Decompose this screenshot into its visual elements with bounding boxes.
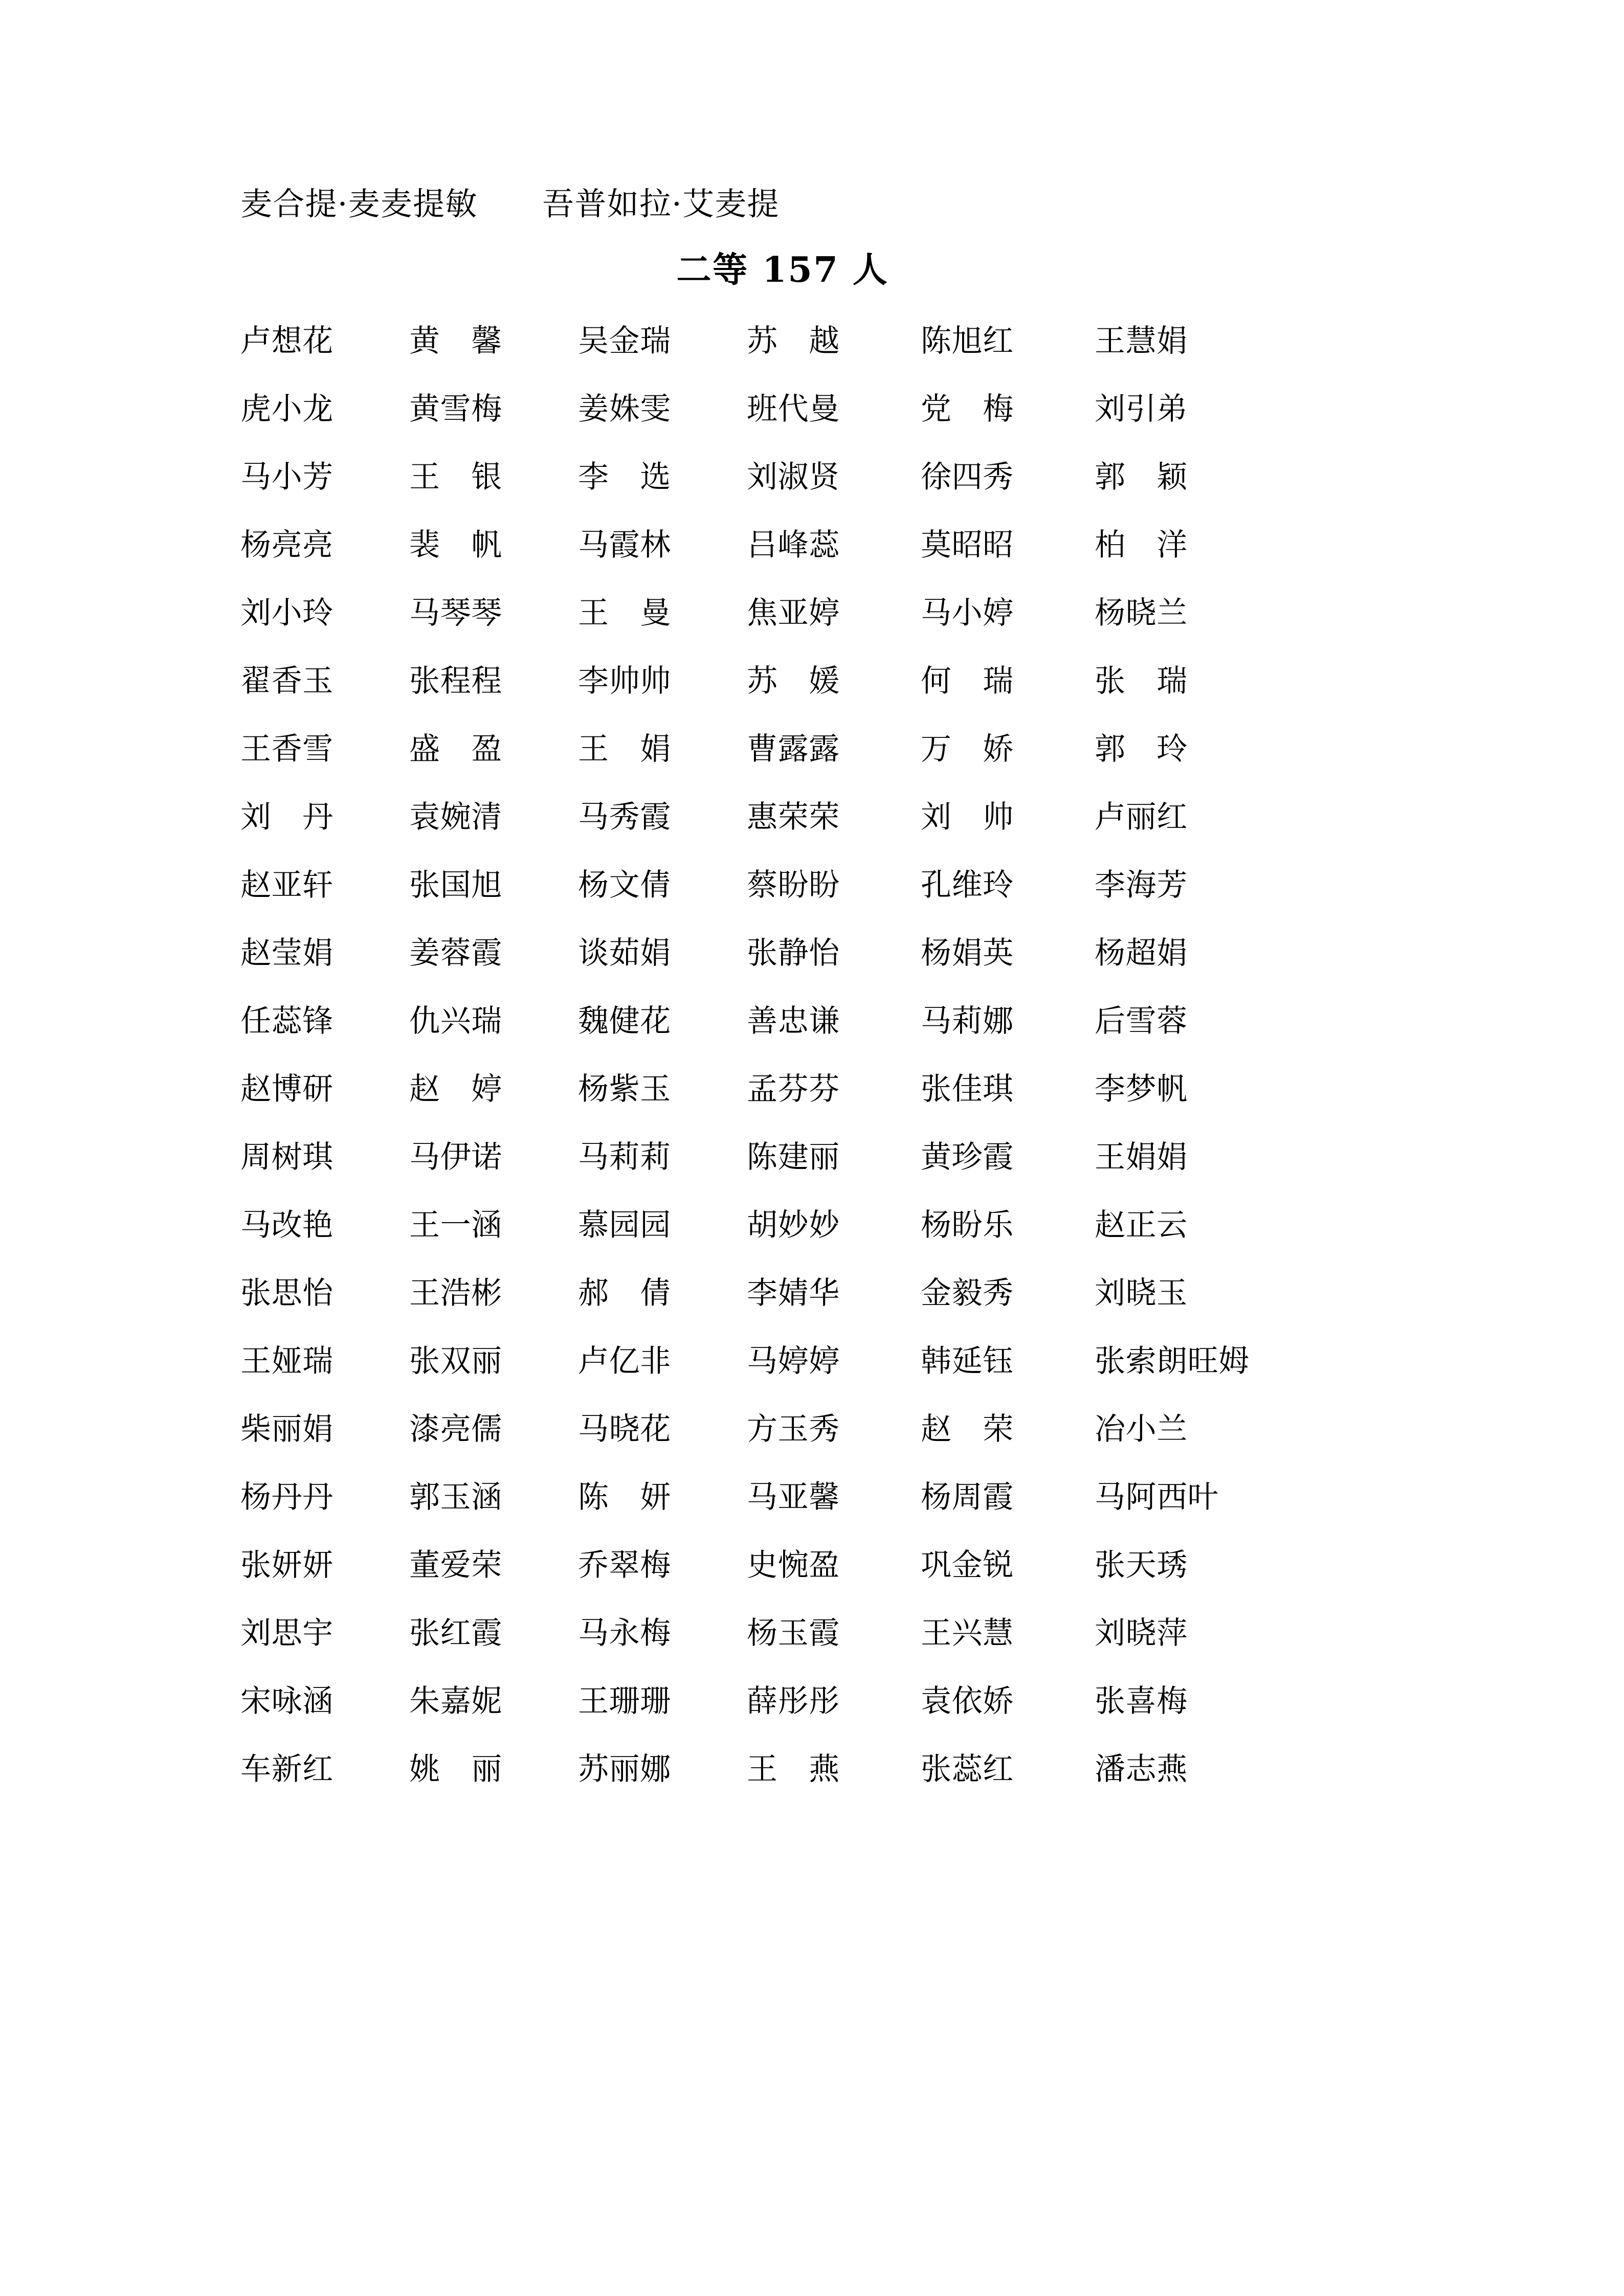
name-cell: 苏 媛 (747, 663, 840, 699)
name-cell: 盛 盈 (409, 731, 502, 767)
table-row (240, 1668, 1315, 1736)
names-table (240, 307, 1315, 1804)
name-cell: 卢丽红 (1095, 799, 1188, 835)
name-cell: 马莉娜 (921, 1003, 1014, 1039)
name-cell: 任蕊锋 (240, 1003, 333, 1039)
table-row (240, 579, 1315, 647)
name-cell: 陈 妍 (578, 1479, 671, 1515)
name-cell: 黄珍霞 (921, 1139, 1014, 1175)
name-cell: 孟芬芬 (747, 1071, 840, 1107)
name-cell: 郭 颖 (1095, 459, 1188, 495)
name-cell: 张天琇 (1095, 1547, 1188, 1583)
name-cell: 李 选 (578, 459, 671, 495)
table-row (240, 1395, 1315, 1464)
name-cell: 王 燕 (747, 1751, 840, 1787)
name-cell: 马莉莉 (578, 1139, 671, 1175)
name-cell: 赵博研 (240, 1071, 333, 1107)
name-cell: 张喜梅 (1095, 1683, 1188, 1719)
name-cell: 莫昭昭 (921, 527, 1014, 563)
name-cell: 苏丽娜 (578, 1751, 671, 1787)
name-cell: 马秀霞 (578, 799, 671, 835)
name-cell: 刘小玲 (240, 595, 333, 631)
table-row (240, 647, 1315, 715)
name-cell: 张红霞 (409, 1615, 502, 1651)
header-names-line: 麦合提·麦麦提敏 吾普如拉·艾麦提 (240, 185, 780, 222)
name-cell: 王娟娟 (1095, 1139, 1188, 1175)
name-cell: 张思怡 (240, 1275, 333, 1311)
name-cell: 王珊珊 (578, 1683, 671, 1719)
name-cell: 虎小龙 (240, 391, 333, 427)
name-cell: 刘 丹 (240, 799, 333, 835)
name-cell: 杨超娟 (1095, 935, 1188, 971)
table-row (240, 1191, 1315, 1259)
name-cell: 裴 帆 (409, 527, 502, 563)
name-cell: 张蕊红 (921, 1751, 1014, 1787)
name-cell: 王娅瑞 (240, 1343, 333, 1379)
name-cell: 杨亮亮 (240, 527, 333, 563)
name-cell: 冶小兰 (1095, 1411, 1188, 1447)
name-cell: 姜蓉霞 (409, 935, 502, 971)
name-cell: 王 曼 (578, 595, 671, 631)
name-cell: 王 银 (409, 459, 502, 495)
name-cell: 史惋盈 (747, 1547, 840, 1583)
name-cell: 张佳琪 (921, 1071, 1014, 1107)
name-cell: 李海芳 (1095, 867, 1188, 903)
name-cell: 李帅帅 (578, 663, 671, 699)
table-row (240, 783, 1315, 851)
name-cell: 张妍妍 (240, 1547, 333, 1583)
name-cell: 刘思宇 (240, 1615, 333, 1651)
name-cell: 黄雪梅 (409, 391, 502, 427)
name-cell: 后雪蓉 (1095, 1003, 1188, 1039)
name-cell: 姜姝雯 (578, 391, 671, 427)
name-cell: 金毅秀 (921, 1275, 1014, 1311)
table-row (240, 1736, 1315, 1804)
name-cell: 慕园园 (578, 1207, 671, 1243)
name-cell: 赵莹娟 (240, 935, 333, 971)
name-cell: 刘晓玉 (1095, 1275, 1188, 1311)
name-cell: 马小芳 (240, 459, 333, 495)
name-cell: 柏 洋 (1095, 527, 1188, 563)
name-cell: 张国旭 (409, 867, 502, 903)
name-cell: 车新红 (240, 1751, 333, 1787)
name-cell: 徐四秀 (921, 459, 1014, 495)
name-cell: 刘 帅 (921, 799, 1014, 835)
name-cell: 董爱荣 (409, 1547, 502, 1583)
name-cell: 李梦帆 (1095, 1071, 1188, 1107)
name-cell: 胡妙妙 (747, 1207, 840, 1243)
name-cell: 柴丽娟 (240, 1411, 333, 1447)
names-table-body (240, 307, 1315, 1804)
name-cell: 姚 丽 (409, 1751, 502, 1787)
name-cell: 党 梅 (921, 391, 1014, 427)
table-row (240, 1532, 1315, 1600)
name-cell: 潘志燕 (1095, 1751, 1188, 1787)
table-row (240, 511, 1315, 579)
name-cell: 陈建丽 (747, 1139, 840, 1175)
name-cell: 李婧华 (747, 1275, 840, 1311)
name-cell: 乔翠梅 (578, 1547, 671, 1583)
table-row (240, 919, 1315, 987)
name-cell: 漆亮儒 (409, 1411, 502, 1447)
name-cell: 马阿西叶 (1095, 1479, 1219, 1515)
name-cell: 张程程 (409, 663, 502, 699)
name-cell: 焦亚婷 (747, 595, 840, 631)
table-row (240, 987, 1315, 1055)
name-cell: 薛彤彤 (747, 1683, 840, 1719)
name-cell: 吕峰蕊 (747, 527, 840, 563)
table-row (240, 1259, 1315, 1327)
table-row (240, 443, 1315, 511)
name-cell: 班代曼 (747, 391, 840, 427)
name-cell: 马霞林 (578, 527, 671, 563)
name-cell: 马永梅 (578, 1615, 671, 1651)
name-cell: 王 娟 (578, 731, 671, 767)
name-cell: 王一涵 (409, 1207, 502, 1243)
name-cell: 宋咏涵 (240, 1683, 333, 1719)
name-cell: 杨盼乐 (921, 1207, 1014, 1243)
name-cell: 袁依娇 (921, 1683, 1014, 1719)
name-cell: 惠荣荣 (747, 799, 840, 835)
name-cell: 卢想花 (240, 323, 333, 359)
name-cell: 刘晓萍 (1095, 1615, 1188, 1651)
name-cell: 谈茹娟 (578, 935, 671, 971)
name-cell: 郭 玲 (1095, 731, 1188, 767)
name-cell: 张索朗旺姆 (1095, 1343, 1250, 1379)
name-cell: 张静怡 (747, 935, 840, 971)
table-row (240, 1464, 1315, 1532)
name-cell: 郝 倩 (578, 1275, 671, 1311)
name-cell: 马亚馨 (747, 1479, 840, 1515)
name-cell: 张双丽 (409, 1343, 502, 1379)
name-cell: 苏 越 (747, 323, 840, 359)
name-cell: 刘引弟 (1095, 391, 1188, 427)
name-cell: 刘淑贤 (747, 459, 840, 495)
name-cell: 孔维玲 (921, 867, 1014, 903)
table-row (240, 851, 1315, 919)
name-cell: 袁婉清 (409, 799, 502, 835)
name-cell: 马伊诺 (409, 1139, 502, 1175)
name-cell: 黄 馨 (409, 323, 502, 359)
name-cell: 仇兴瑞 (409, 1003, 502, 1039)
name-cell: 杨丹丹 (240, 1479, 333, 1515)
name-cell: 王兴慧 (921, 1615, 1014, 1651)
name-cell: 杨文倩 (578, 867, 671, 903)
name-cell: 周树琪 (240, 1139, 333, 1175)
name-cell: 杨娟英 (921, 935, 1014, 971)
name-cell: 赵 荣 (921, 1411, 1014, 1447)
name-cell: 杨周霞 (921, 1479, 1014, 1515)
name-cell: 蔡盼盼 (747, 867, 840, 903)
name-cell: 马婷婷 (747, 1343, 840, 1379)
name-cell: 张 瑞 (1095, 663, 1188, 699)
name-cell: 马改艳 (240, 1207, 333, 1243)
name-cell: 曹露露 (747, 731, 840, 767)
name-cell: 陈旭红 (921, 323, 1014, 359)
name-cell: 赵正云 (1095, 1207, 1188, 1243)
name-cell: 卢亿非 (578, 1343, 671, 1379)
name-cell: 吴金瑞 (578, 323, 671, 359)
name-cell: 郭玉涵 (409, 1479, 502, 1515)
name-cell: 朱嘉妮 (409, 1683, 502, 1719)
table-row (240, 1327, 1315, 1395)
name-cell: 善忠谦 (747, 1003, 840, 1039)
name-cell: 赵 婷 (409, 1071, 502, 1107)
name-cell: 马琴琴 (409, 595, 502, 631)
table-row (240, 1123, 1315, 1191)
table-row (240, 715, 1315, 783)
name-cell: 魏健花 (578, 1003, 671, 1039)
name-cell: 王香雪 (240, 731, 333, 767)
name-cell: 王浩彬 (409, 1275, 502, 1311)
name-cell: 杨玉霞 (747, 1615, 840, 1651)
name-cell: 韩延钰 (921, 1343, 1014, 1379)
table-row (240, 375, 1315, 443)
document-content (240, 184, 1386, 1804)
section-title: 二等 157 人 (676, 249, 889, 290)
name-cell: 赵亚轩 (240, 867, 333, 903)
name-cell: 王慧娟 (1095, 323, 1188, 359)
table-row (240, 1055, 1315, 1123)
name-cell: 马小婷 (921, 595, 1014, 631)
table-row (240, 307, 1315, 375)
name-cell: 马晓花 (578, 1411, 671, 1447)
name-cell: 巩金锐 (921, 1547, 1014, 1583)
table-row (240, 1600, 1315, 1668)
name-cell: 何 瑞 (921, 663, 1014, 699)
name-cell: 杨紫玉 (578, 1071, 671, 1107)
name-cell: 万 娇 (921, 731, 1014, 767)
name-cell: 方玉秀 (747, 1411, 840, 1447)
name-cell: 翟香玉 (240, 663, 333, 699)
name-cell: 杨晓兰 (1095, 595, 1188, 631)
